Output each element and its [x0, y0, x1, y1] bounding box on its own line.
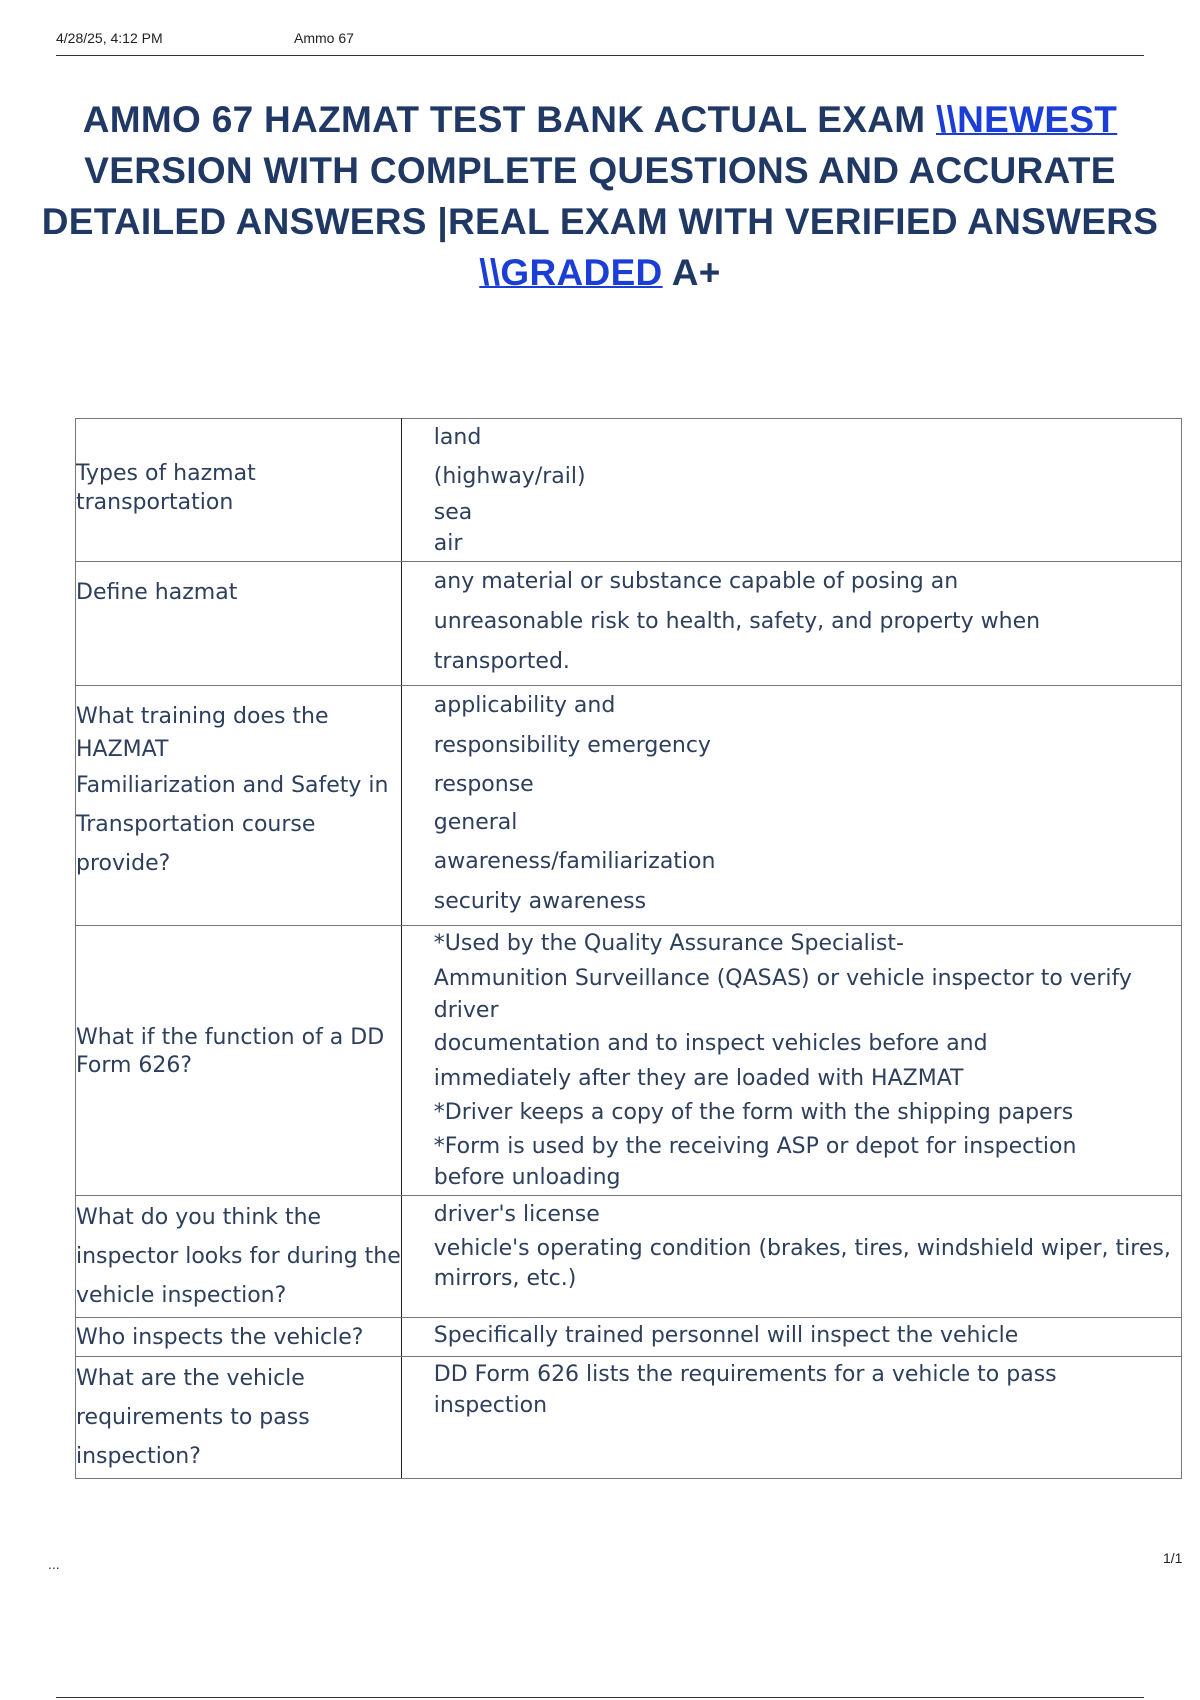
- question-cell: [76, 926, 402, 1196]
- question-cell: [76, 562, 402, 686]
- question-line: Familiarization and Safety in: [76, 773, 389, 798]
- question-line: HAZMAT: [76, 737, 169, 762]
- answer-line: response: [433, 772, 534, 797]
- question-line: Form 626?: [76, 1053, 193, 1078]
- answer-line: sea: [433, 500, 473, 525]
- answer-cell: [401, 562, 1181, 686]
- question-line: inspector looks for during the: [76, 1244, 401, 1269]
- answer-line: (highway/rail): [433, 464, 586, 489]
- question-line: Transportation course: [76, 812, 316, 837]
- print-page-title: Ammo 67: [294, 30, 354, 46]
- question-cell: [76, 1196, 402, 1318]
- qa-row: [76, 562, 1182, 686]
- answer-line: Ammunition Surveillance (QASAS) or vehicle inspector to verify: [433, 966, 1132, 991]
- answer-line: documentation and to inspect vehicles before and: [433, 1031, 988, 1056]
- qa-row: [76, 686, 1182, 926]
- answer-line: *Driver keeps a copy of the form with the shipping papers: [433, 1100, 1074, 1125]
- question-line: Who inspects the vehicle?: [76, 1325, 364, 1350]
- answer-line: security awareness: [433, 889, 647, 914]
- title-part-2: VERSION WITH COMPLETE QUESTIONS AND ACCURATE DETAILED ANSWERS |REAL EXAM WITH VERIFIED ANSWERS: [41, 150, 1159, 242]
- question-line: transportation: [76, 490, 234, 515]
- qa-table-body: [76, 419, 1182, 1479]
- qa-row: [76, 1196, 1182, 1318]
- answer-cell: [401, 1196, 1181, 1318]
- question-line: What if the function of a DD: [76, 1025, 385, 1050]
- question-cell: [76, 686, 402, 926]
- title-link-newest[interactable]: \\NEWEST: [935, 99, 1118, 140]
- answer-cell: [401, 926, 1181, 1196]
- answer-line: driver: [433, 998, 499, 1023]
- question-line: Define hazmat: [76, 580, 238, 605]
- answer-line: before unloading: [433, 1165, 621, 1190]
- footer-ellipsis: ...: [48, 1556, 60, 1572]
- answer-cell: [401, 686, 1181, 926]
- answer-cell: [401, 1357, 1181, 1479]
- question-line: provide?: [76, 851, 171, 876]
- header-divider: [56, 55, 1144, 56]
- answer-line: any material or substance capable of posing an: [433, 569, 959, 594]
- answer-line: *Used by the Quality Assurance Specialist-: [433, 931, 904, 956]
- answer-line: responsibility emergency: [433, 733, 711, 758]
- question-line: What are the vehicle: [76, 1366, 305, 1391]
- answer-line: vehicle's operating condition (brakes, tires, windshield wiper, tires,: [433, 1236, 1171, 1261]
- question-line: What training does the: [76, 704, 329, 729]
- question-cell: [76, 1318, 402, 1357]
- answer-line: mirrors, etc.): [433, 1266, 577, 1291]
- print-datetime: 4/28/25, 4:12 PM: [56, 30, 163, 46]
- title-link-graded[interactable]: \\GRADED: [479, 252, 663, 293]
- answer-line: applicability and: [433, 693, 616, 718]
- qa-row: [76, 1318, 1182, 1357]
- page-number: 1/1: [1163, 1550, 1183, 1566]
- question-line: inspection?: [76, 1444, 201, 1469]
- answer-line: DD Form 626 lists the requirements for a vehicle to pass: [433, 1362, 1057, 1387]
- qa-row: [76, 926, 1182, 1196]
- document-title: [40, 94, 1160, 298]
- question-line: requirements to pass: [76, 1405, 310, 1430]
- title-part-3: A+: [662, 252, 721, 293]
- answer-line: awareness/familiarization: [433, 849, 716, 874]
- answer-line: transported.: [433, 649, 570, 674]
- answer-line: driver's license: [433, 1202, 600, 1227]
- answer-cell: [401, 419, 1181, 562]
- qa-row: [76, 419, 1182, 562]
- question-line: vehicle inspection?: [76, 1283, 287, 1308]
- answer-line: Specifically trained personnel will inspect the vehicle: [433, 1323, 1019, 1348]
- question-cell: [76, 1357, 402, 1479]
- answer-line: immediately after they are loaded with HAZMAT: [433, 1066, 964, 1091]
- question-cell: [76, 419, 402, 562]
- answer-cell: [401, 1318, 1181, 1357]
- answer-line: general: [433, 810, 518, 835]
- answer-line: *Form is used by the receiving ASP or depot for inspection: [433, 1134, 1077, 1159]
- qa-table: [75, 418, 1182, 1479]
- question-line: Types of hazmat: [76, 461, 256, 486]
- title-part-1: AMMO 67 HAZMAT TEST BANK ACTUAL EXAM: [82, 99, 936, 140]
- qa-row: [76, 1357, 1182, 1479]
- answer-line: unreasonable risk to health, safety, and property when: [433, 609, 1041, 634]
- footer-divider: [56, 1697, 1144, 1698]
- question-line: What do you think the: [76, 1205, 322, 1230]
- answer-line: land: [433, 425, 482, 450]
- answer-line: inspection: [433, 1393, 548, 1418]
- answer-line: air: [433, 531, 463, 556]
